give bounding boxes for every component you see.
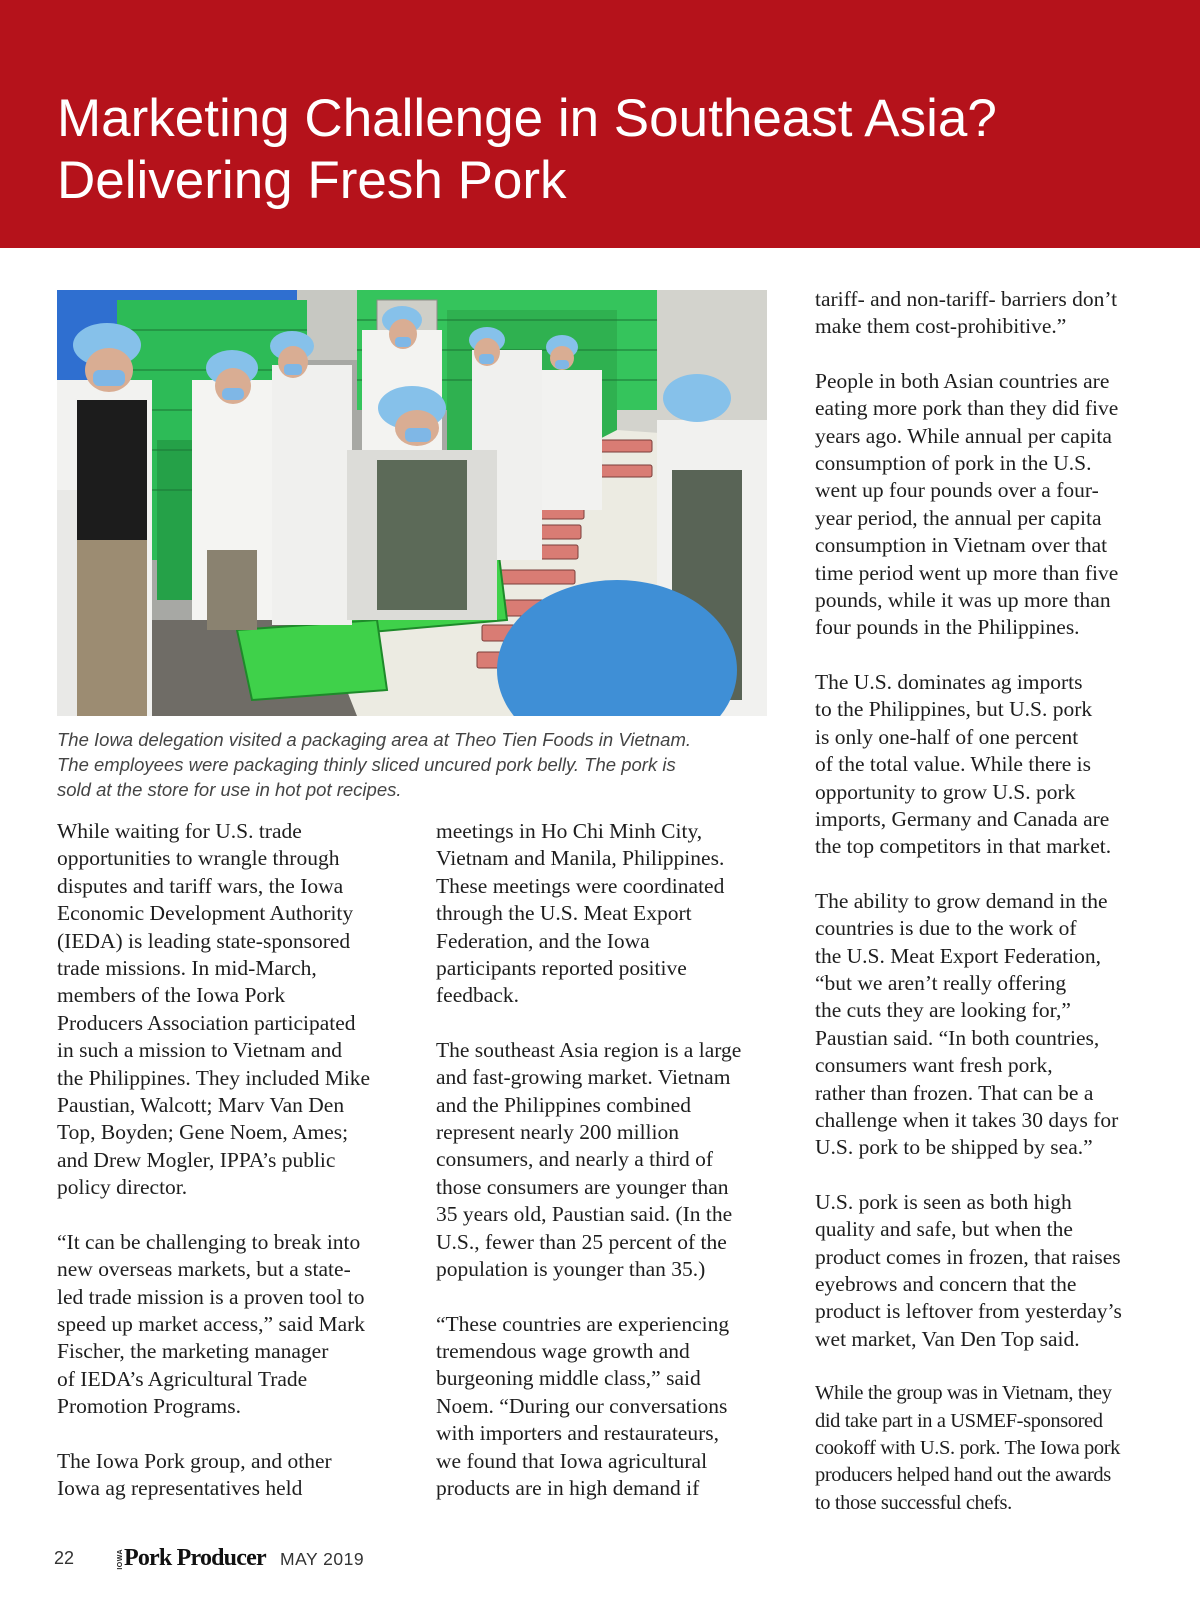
caption-line: The Iowa delegation visited a packaging area at Theo Tien Foods in Vietnam. [57,729,692,750]
text-line: participants reported positive [436,956,687,981]
text-line: eyebrows and concern that the [815,1272,1077,1296]
title-line: Delivering Fresh Pork [57,151,567,210]
text-line: to those successful chefs. [815,1491,1012,1514]
text-line: U.S. pork is seen as both high [815,1189,1072,1214]
text-line: consumers, and nearly a third of [436,1147,714,1172]
text-line: trade missions. In mid-March, [57,956,317,981]
text-line: make them cost-prohibitive.” [815,314,1067,339]
text-line: rather than frozen. That can be a [815,1080,1094,1105]
text-line: Paustian said. “In both countries, [815,1025,1100,1050]
text-line: These meetings were coordinated [436,873,725,898]
article-column-3 [815,286,1160,1544]
text-line: in such a mission to Vietnam and [57,1038,342,1063]
article-paragraph [436,1037,781,1284]
logo-prefix: IOWA [117,1549,124,1570]
text-line: led trade mission is a proven tool to [57,1284,365,1309]
text-line: Producers Association participated [57,1010,356,1035]
text-line: consumption of pork in the U.S. [815,451,1092,476]
text-line: consumers want fresh pork, [815,1053,1053,1078]
text-line: opportunity to grow U.S. pork [815,779,1076,804]
text-line: tariff- and non-tariff- barriers don’t [815,287,1118,311]
article-paragraph [436,818,781,1010]
text-line: Noem. “During our conversations [436,1393,728,1418]
text-line: the top competitors in that market. [815,834,1112,859]
article-photo [57,290,767,716]
text-line: and the Philippines combined [436,1092,691,1117]
text-line: Top, Boyden; Gene Noem, Ames; [57,1120,349,1145]
text-line: and Drew Mogler, IPPA’s public [57,1147,336,1172]
issue-date: MAY 2019 [280,1549,365,1569]
text-line: imports, Germany and Canada are [815,806,1110,831]
text-line: the U.S. Meat Export Federation, [815,943,1102,968]
text-line: Economic Development Authority [57,901,354,926]
text-line: time period went up more than five [815,560,1119,585]
text-line: the cuts they are looking for,” [815,998,1071,1023]
article-column-1 [57,818,402,1529]
article-paragraph [815,888,1160,1162]
caption-line: The employees were packaging thinly sliced uncured pork belly. The pork is [57,754,676,775]
text-line: meetings in Ho Chi Minh City, [436,819,703,843]
article-title [57,88,1157,212]
text-line: quality and safe, but when the [815,1217,1073,1242]
text-line: wet market, Van Den Top said. [815,1326,1080,1351]
text-line: burgeoning middle class,” said [436,1366,701,1391]
text-line: policy director. [57,1175,188,1200]
text-line: of IEDA’s Agricultural Trade [57,1366,308,1391]
text-line: years ago. While annual per capita [815,423,1112,448]
text-line: consumption in Vietnam over that [815,533,1108,558]
title-line: Marketing Challenge in Southeast Asia? [57,89,997,148]
text-line: represent nearly 200 million [436,1120,679,1145]
text-line: new overseas markets, but a state- [57,1257,351,1282]
text-line: to the Philippines, but U.S. pork [815,697,1093,722]
text-line: cookoff with U.S. pork. The Iowa pork [815,1437,1120,1460]
page-number: 22 [54,1548,75,1568]
text-line: four pounds in the Philippines. [815,615,1080,640]
text-line: U.S. pork to be shipped by sea.” [815,1135,1093,1160]
text-line: “These countries are experiencing [436,1311,730,1336]
text-line: product is leftover from yesterday’s [815,1299,1122,1324]
caption-line: sold at the store for use in hot pot recipes. [57,779,402,800]
text-line: The Iowa Pork group, and other [57,1448,332,1473]
text-line: Paustian, Walcott; Marv Van Den [57,1093,345,1118]
title-banner [0,0,1200,248]
text-line: feedback. [436,983,519,1008]
article-column-2 [436,818,781,1529]
text-line: with importers and restaurateurs, [436,1421,719,1446]
text-line: population is younger than 35.) [436,1257,706,1282]
photo-caption [57,727,767,802]
text-line: “It can be challenging to break into [57,1229,361,1254]
text-line: and fast-growing market. Vietnam [436,1065,731,1090]
logo-text: Pork Producer [124,1545,266,1571]
text-line: members of the Iowa Pork [57,983,286,1008]
article-paragraph [436,1311,781,1503]
text-line: While waiting for U.S. trade [57,819,302,843]
text-line: People in both Asian countries are [815,368,1110,393]
text-line: pounds, while it was up more than [815,588,1111,613]
article-paragraph [57,818,402,1202]
text-line: Federation, and the Iowa [436,928,650,953]
text-line: While the group was in Vietnam, they [815,1382,1112,1405]
text-line: producers helped hand out the awards [815,1464,1111,1487]
text-line: did take part in a USMEF-sponsored [815,1409,1103,1432]
text-line: year period, the annual per capita [815,505,1102,530]
text-line: those consumers are younger than [436,1174,729,1199]
text-line: is only one-half of one percent [815,724,1079,749]
text-line: Fischer, the marketing manager [57,1339,329,1364]
article-paragraph [815,1189,1160,1353]
article-paragraph [815,1380,1160,1517]
text-line: U.S., fewer than 25 percent of the [436,1229,727,1254]
text-line: tremendous wage growth and [436,1338,690,1363]
text-line: we found that Iowa agricultural [436,1448,708,1473]
text-line: the Philippines. They included Mike [57,1065,371,1090]
text-line: products are in high demand if [436,1475,700,1500]
text-line: speed up market access,” said Mark [57,1311,366,1336]
text-line: challenge when it takes 30 days for [815,1107,1119,1132]
article-paragraph [815,669,1160,861]
text-line: eating more pork than they did five [815,396,1119,421]
article-paragraph [815,286,1160,341]
text-line: The southeast Asia region is a large [436,1037,742,1062]
article-paragraph [57,1229,402,1421]
text-line: “but we aren’t really offering [815,970,1067,995]
text-line: Promotion Programs. [57,1394,241,1419]
text-line: of the total value. While there is [815,752,1092,777]
text-line: (IEDA) is leading state-sponsored [57,928,351,953]
text-line: 35 years old, Paustian said. (In the [436,1202,733,1227]
text-line: disputes and tariff wars, the Iowa [57,873,344,898]
text-line: product comes in frozen, that raises [815,1244,1121,1269]
article-paragraph [815,368,1160,642]
magazine-logo [117,1545,266,1572]
article-paragraph [57,1448,402,1503]
text-line: countries is due to the work of [815,916,1077,941]
text-line: through the U.S. Meat Export [436,901,692,926]
text-line: opportunities to wrangle through [57,846,340,871]
text-line: Iowa ag representatives held [57,1475,303,1500]
text-line: Vietnam and Manila, Philippines. [436,846,725,871]
text-line: The ability to grow demand in the [815,888,1108,913]
text-line: went up four pounds over a four- [815,478,1099,503]
text-line: The U.S. dominates ag imports [815,669,1083,694]
